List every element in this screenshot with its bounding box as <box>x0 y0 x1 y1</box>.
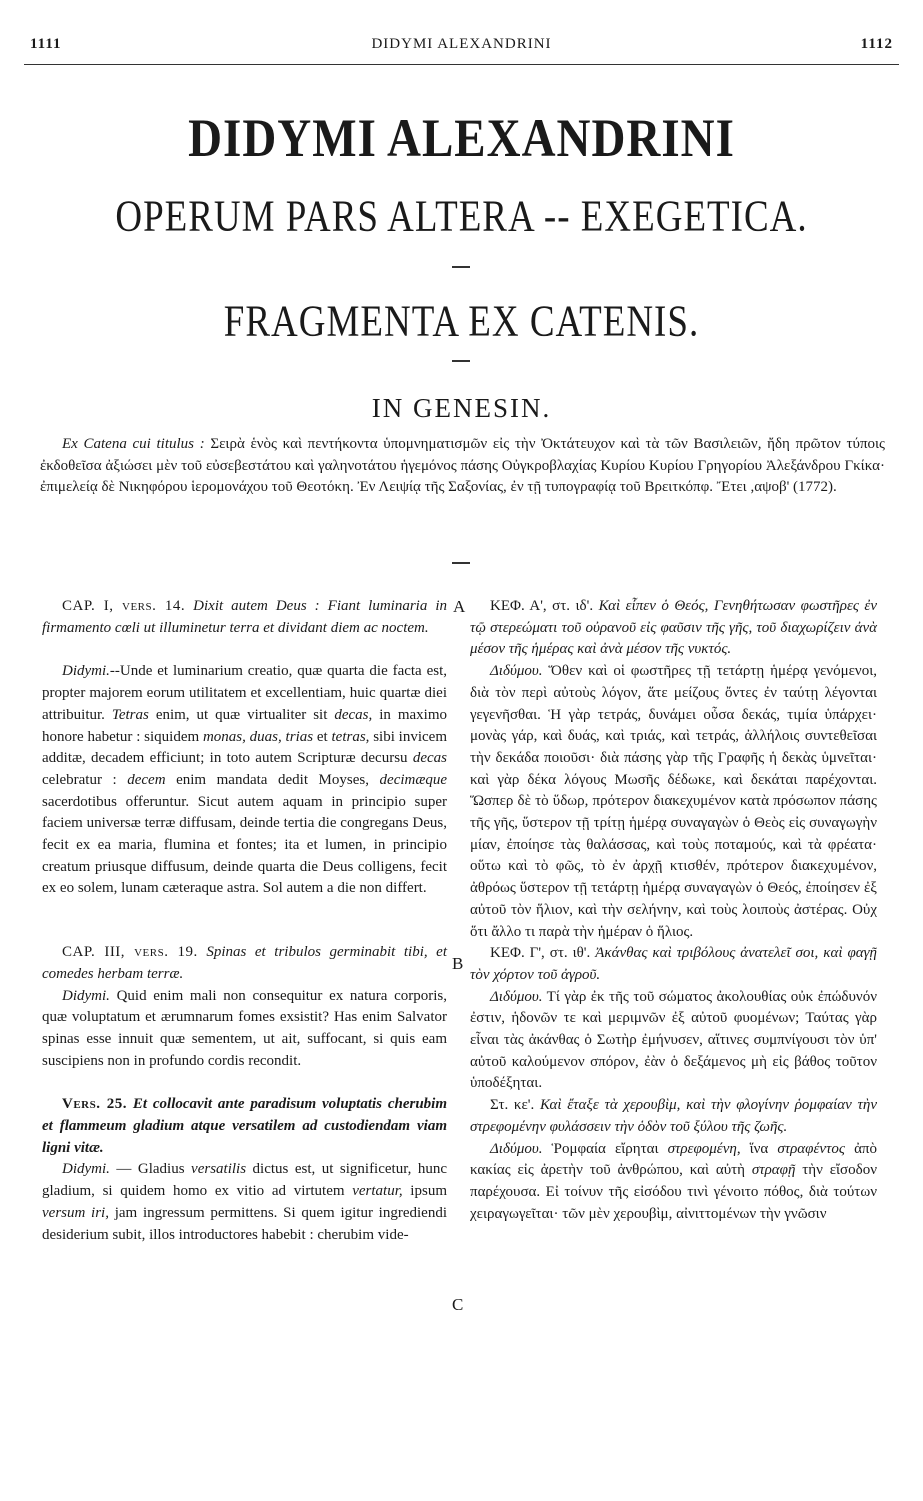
greek-section-2-body: Διδύμου. Τί γὰρ ἐκ τῆς τοῦ σώματος ἀκολουθίας οὐκ ἐπώδυνόν ἐστιν, ἡδονῶν τε καὶ μεριμνῶν ἐξ αὐτοῦ φυομένων; Ταύτας γὰρ εἶναι τὰς ἀκάνθας ὁ Σωτὴρ ἐμήνυσεν, αἵτινες συμπνίγουσι τὸν ὑπ' αὐτοῦ καλούμενον σπόρον, ἐὰν ὁ δεξάμενος μὴ εἰς βάθος τοῦτον ὑποδέξηται. <box>470 988 877 1092</box>
author-name: Διδύμου. <box>490 1140 543 1157</box>
greek-section-1-heading <box>470 596 877 661</box>
latin-section-2-heading <box>42 942 447 985</box>
marker-a: A <box>453 597 466 616</box>
intro-paragraph <box>40 434 885 499</box>
verse-text: Ἀκάνθας καὶ τριβόλους ἀνατελεῖ σοι, καὶ φαγῇ τὸν χόρτον τοῦ ἀγροῦ. <box>470 945 877 983</box>
latin-section-1-body: Didymi.--Unde et luminarium creatio, quæ quarta die facta est, propter majorem eorum utilitatem et excellentiam, huic quartæ diei attribuitur. Tetras enim, ut quæ virtualiter sit decas, in maximo honore habetur : siquidem monas, duas, trias et tetras, sibi invicem additæ, decadem efficiunt; in toto autem Scripturæ decursu decas celebratur : decem enim mandata dedit Moyses, decimæque sacerdotibus offeruntur. Sicut autem aquam in principio super faciem universæ terræ diffusam, deinde tertia die congregans Deus, fecit ex ea maria, flumina et fontes; ita et lumen, in principio creatum priusque diffusum, deinde quarta die Deus colligens, fecit ex eo solem, lunam cæteraque astra. Sol autem a die non differt. <box>42 663 448 897</box>
latin-column <box>42 596 447 1246</box>
latin-section-2-body: Didymi. Quid enim mali non consequitur ex natura corporis, quæ voluptatum et ærumnarum fomes exsistit? Has enim Salvator spinas esse innuit quæ sementem, ut ait, suffocant, si quis eam suscipiens non in profundo cordis recondit. <box>42 987 447 1069</box>
greek-section-1-body: Διδύμου. Ὅθεν καὶ οἱ φωστῆρες τῇ τετάρτῃ ἡμέρᾳ γενόμενοι, διὰ τὸν περὶ αὐτοὺς λόγον, ἅτε μείζους ὄντες ἐν ταύτῃ λέγονται γεγενῆσθαι. Ἡ γὰρ τετράς, δυνάμει οὖσα δεκάς, τιμία ὑπάρχει· μονὰς γάρ, καὶ δυάς, καὶ τριάς, καὶ τετράς, ἀλλήλοις συντεθεῖσαι τὴν δεκάδα ποιοῦσι· διὰ πάσης γὰρ τῆς Γραφῆς ἡ δεκὰς ὑμνεῖται· καὶ γὰρ δέκα λόγους Μωσῆς δέδωκε, καὶ δεκάται παρέχονται. Ὥσπερ δὲ τὸ ὕδωρ, πρότερον διακεχυμένον κατὰ πρόσωπον πάσης τῆς γῆς, ὕστερον τῇ τρίτῃ ἡμέρᾳ συναγαγὼν ὁ Θεὸς εἰς συναγωγὴν μίαν, ἐποίησε τὰς θαλάσσας, καὶ τοὺς ποταμούς, καὶ τὰ φρέατα· οὕτω καὶ τὸ φῶς, τὸ ἐν ἀρχῇ κτισθέν, πρότερον διακεχυμένον, ἀθρόως ὕστερον τῇ τετάρτῃ ἡμέρᾳ συναγαγὼν ὁ Θεός, ἐποίησεν ἐξ αὐτοῦ τὸν ἥλιον, καὶ τὴν σελήνην, καὶ τοὺς λοιποὺς ἀστέρας. Οὐχ ὅτι ἄλλο τι παρὰ τὴν ἡμέραν ὁ ἥλιος. <box>470 663 877 940</box>
chapter-reference: ΚΕΦ. Γ', στ. ιθ'. <box>490 945 591 962</box>
greek-section-3-body: Διδύμου. Ῥομφαία εἴρηται στρεφομένη, ἵνα στραφέντος ἀπὸ κακίας εἰς ἀρετὴν τοῦ ἀνθρώπου, καὶ αὐτὴ στραφῇ τὴν εἴσοδον παρέχουσα. Εἰ τοίνυν τῆς εἰσόδου τινὶ γένοιτο πόθος, διὰ τούτων χειραγωγεῖται· τῶν μὲν χερουβὶμ, αἰνιττομένων τὴν γνῶσιν <box>470 1140 877 1222</box>
verse-text: Καὶ εἶπεν ὁ Θεός, Γενηθήτωσαν φωστῆρες ἐν τῷ στερεώματι τοῦ οὐρανοῦ εἰς φαῦσιν τῆς γῆς, τοῦ διαχωρίζειν ἀνὰ μέσον τῆς ἡμέρας καὶ ἀνὰ μέσον τῆς νυκτός. <box>470 598 877 658</box>
author-name: Didymi. <box>62 987 110 1004</box>
verse-text: Spinas et tribulos germinabit tibi, et comedes herbam terræ. <box>42 944 448 982</box>
intro-divider <box>452 562 470 564</box>
section-title: FRAGMENTA EX CATENIS. <box>223 296 700 347</box>
verse-text: Et collocavit ante paradisum voluptatis cherubim et flammeum gladium atque versatilem ad custodiendam viam ligni vitæ. <box>42 1096 448 1156</box>
author-name: Διδύμου. <box>490 663 543 680</box>
greek-column <box>470 596 877 1225</box>
verse-text: Dixit autem Deus : Fiant luminaria in firmamento cœli ut illuminetur terra et dividant diem ac noctem. <box>42 598 448 636</box>
intro-text: Σειρὰ ἑνὸς καὶ πεντήκοντα ὑπομνηματισμῶν εἰς τὴν Ὀκτάτευχον καὶ τὰ τῶν Βασιλειῶν, ἤδη πρῶτον τύποις ἐκδοθεῖσα ἀξιώσει μὲν τοῦ εὐσεβεστάτου καὶ γαληνοτάτου ἡγεμόνος πάσης Οὐγκροβλαχίας Κυρίου Κυρίου Γρηγορίου Ἀλεξάνδρου Γκίκα· ἐπιμελείᾳ δὲ Νικηφόρου ἱερομονάχου τοῦ Θεοτόκη. Ἐν Λειψίᾳ τῆς Σαξονίας, ἐν τῇ τυπογραφίᾳ τοῦ Βρειτκόπφ. Ἔτει ,αψοβ' (1772). <box>40 436 885 495</box>
marker-c: C <box>452 1295 464 1314</box>
header-rule <box>24 64 899 65</box>
intro-lead: Ex Catena cui titulus : <box>62 436 205 452</box>
latin-section-3-body: Didymi. — Gladius versatilis dictus est, ut significetur, hunc gladium, si quidem homo ex vitio ad virtutem vertatur, ipsum versum iri, jam ingressum permittens. Si quem igitur ingrediendi desiderium subit, illos introductores habebit : cherubim vide- <box>42 1161 447 1243</box>
title-divider <box>452 266 470 268</box>
book-title: IN GENESIN. <box>371 393 552 423</box>
chapter-reference: CAP. I, vers. 14. <box>62 598 186 614</box>
latin-section-3-heading <box>42 1094 447 1159</box>
author-name: Didymi. <box>62 1161 110 1178</box>
title-divider <box>452 360 470 362</box>
left-page-number: 1111 <box>30 36 62 52</box>
verse-reference: Vers. 25. <box>62 1096 128 1113</box>
running-title: DIDYMI ALEXANDRINI <box>371 36 552 52</box>
right-page-number: 1112 <box>860 36 893 52</box>
author-name: Didymi. <box>62 663 110 680</box>
latin-section-1-heading <box>42 596 447 639</box>
greek-section-2-heading <box>470 943 877 986</box>
chapter-reference: ΚΕΦ. Α', στ. ιδ'. <box>490 598 594 614</box>
verse-text: Καὶ ἔταξε τὰ χερουβὶμ, καὶ τὴν φλογίνην ῥομφαίαν τὴν στρεφομένην φυλάσσειν τὴν ὁδὸν τοῦ ξύλου τῆς ζωῆς. <box>470 1097 877 1135</box>
greek-section-3-heading <box>470 1095 877 1138</box>
subtitle: OPERUM PARS ALTERA -- EXEGETICA. <box>115 191 808 242</box>
author-name: Διδύμου. <box>490 988 543 1005</box>
chapter-reference: CAP. III, vers. 19. <box>62 944 198 961</box>
marker-b: B <box>452 954 464 973</box>
main-title: DIDYMI ALEXANDRINI <box>188 109 735 169</box>
running-head <box>30 36 893 60</box>
verse-reference: Στ. κε'. <box>490 1097 535 1114</box>
